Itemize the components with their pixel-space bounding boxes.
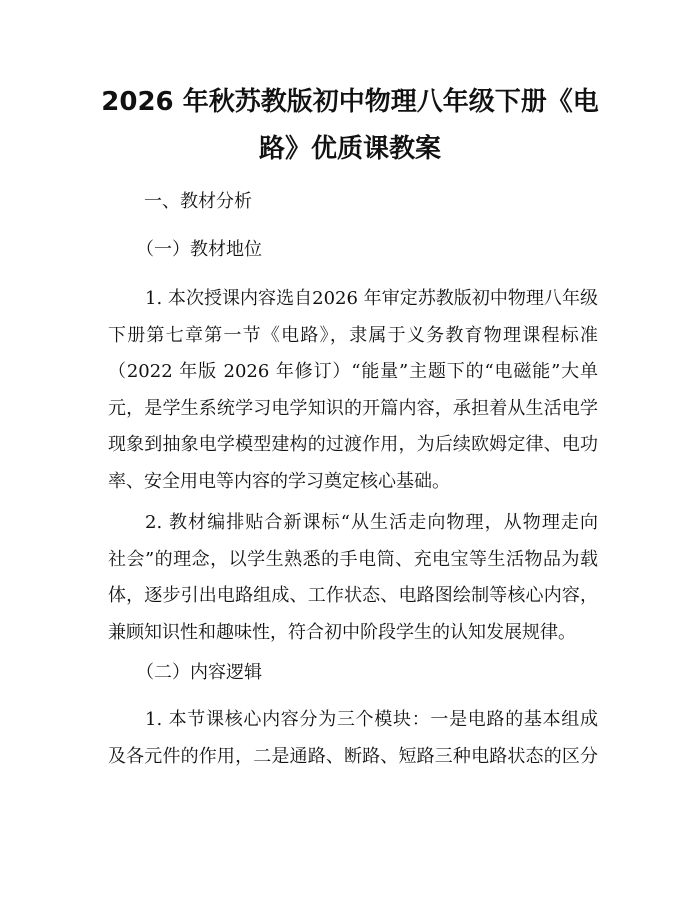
- paragraph-material-status-2: [108, 505, 598, 651]
- paragraph-content-logic-1: [108, 702, 598, 775]
- subsection-heading-content-logic: （二）内容逻辑: [136, 662, 262, 683]
- paragraph-line: 1. 本次授课内容选自2026 年审定苏教版初中物理八年级: [145, 288, 598, 309]
- paragraph-line: （2022 年版 2026 年修订）“能量”主题下的“电磁能”大单: [108, 361, 598, 382]
- paragraph-line: 率、安全用电等内容的学习奠定核心基础。: [108, 470, 450, 492]
- paragraph-line: 体，逐步引出电路组成、工作状态、电路图绘制等核心内容，: [108, 585, 598, 606]
- paragraph-line: 兼顾知识性和趣味性，符合初中阶段学生的认知发展规律。: [108, 621, 576, 643]
- paragraph-line: 及各元件的作用，二是通路、断路、短路三种电路状态的区分: [108, 745, 598, 767]
- paragraph-line: 元，是学生系统学习电学知识的开篇内容，承担着从生活电学: [108, 397, 598, 419]
- section-heading-material-analysis: 一、教材分析: [144, 191, 252, 212]
- paragraph-line: 1. 本节课核心内容分为三个模块：一是电路的基本组成: [145, 709, 598, 730]
- document-title-line-1: 2026 年秋苏教版初中物理八年级下册《电: [101, 87, 599, 117]
- subsection-heading-material-status: （一）教材地位: [136, 239, 262, 260]
- paragraph-line: 社会”的理念，以学生熟悉的手电筒、充电宝等生活物品为载: [108, 548, 598, 570]
- paragraph-material-status-1: [108, 281, 598, 500]
- paragraph-line: 下册第七章第一节《电路》，隶属于义务教育物理课程标准: [108, 324, 598, 346]
- document-title-line-2: 路》优质课教案: [258, 134, 441, 164]
- paragraph-line: 现象到抽象电学模型建构的过渡作用，为后续欧姆定律、电功: [108, 434, 598, 455]
- paragraph-line: 2. 教材编排贴合新课标“从生活走向物理，从物理走向: [145, 512, 598, 533]
